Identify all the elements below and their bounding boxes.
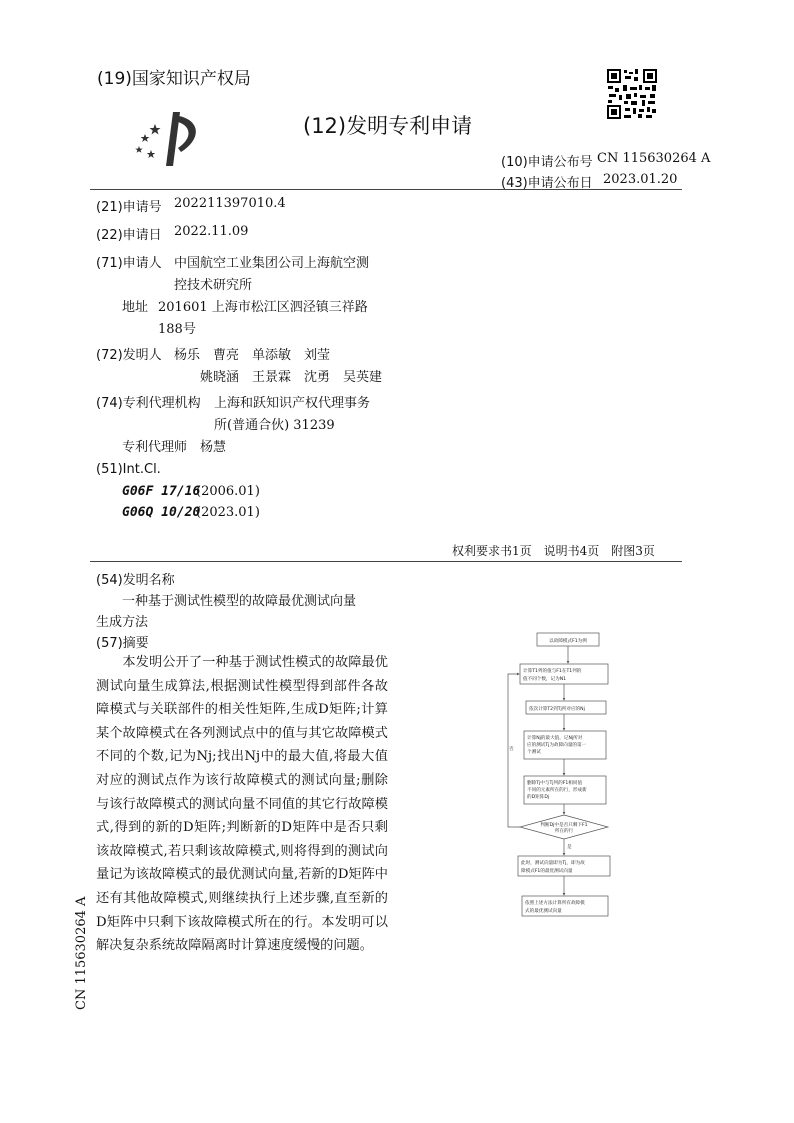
abstract-text: 本发明公开了一种基于测试性模式的故障最优测试向量生成算法,根据测试性模型得到部件各故障模式与关联部件的相关性矩阵,生成D矩阵;计算某个故障模式在各列测试点中的值与其它故障模式不同的个数,记为Nj;找出Nj中的最大值,将最大值对应的测试点作为该行故障模式的测试向量;删除与该行故障模式的测试向量不同值的其它行故障模式,得到的新的D矩阵;判断新的D矩阵中是否只剩该故障模式,若只剩该故障模式,则将得到的测试向量记为该故障模式的最优测试向量,若新的D矩阵中还有其他故障模式,则继续执行上述步骤,直至新的D矩阵中只剩下该故障模式所在的行。本发明可以解决复杂系统故障隔离时计算速度缓慢的问题。 [96, 655, 388, 954]
publication-number-label: (10)申请公布号 [501, 155, 593, 170]
publication-number: CN 115630264 A [597, 151, 711, 166]
publication-date-label: (43)申请公布日 [501, 176, 593, 191]
application-date: 2022.11.09 [174, 224, 249, 239]
application-date-label: (22)申请日 [96, 228, 162, 243]
agency-line-1: 上海和跃知识产权代理事务 [214, 396, 371, 411]
application-number-label: (21)申请号 [96, 200, 162, 215]
flowchart-step-result-line-1: 此时，测试向量即为Tj，即为故 [521, 861, 585, 866]
address-line-1: 201601 上海市松江区泗泾镇三祥路 [158, 300, 368, 315]
office-name: (19)国家知识产权局 [97, 69, 251, 89]
flowchart-step-max-nj-line-1: 计算Nj的最大值，记Nj所对 [527, 736, 583, 741]
abstract-flowchart [500, 630, 620, 936]
agency-line-2: 所(普通合伙) 31239 [214, 418, 335, 433]
ipc-code-1: G06F 17/16 [122, 484, 201, 499]
inventor-label: (72)发明人 [96, 348, 162, 363]
flowchart-step-compute-n1-line-2: 值不同个数，记为N1 [523, 677, 567, 682]
abstract-body [96, 651, 388, 958]
cnipa-logo-icon [133, 110, 207, 172]
invention-title-line-2: 生成方法 [96, 615, 149, 630]
flowchart-step-delete-rows-line-3: 的D矩阵Dj [527, 795, 550, 800]
flowchart-step-all-modes-line-1: 依照上述方法计算所有故障模 [525, 901, 585, 906]
applicant-line-2: 控技术研究所 [174, 278, 253, 293]
publication-date: 2023.01.20 [603, 172, 678, 187]
inventor-line-1: 杨乐 曹亮 单添敏 刘莹 [174, 348, 331, 363]
inventor-line-2: 姚晓涵 王景霖 沈勇 吴英建 [200, 370, 383, 385]
invention-title-label: (54)发明名称 [96, 573, 175, 588]
document-type: (12)发明专利申请 [303, 114, 473, 138]
applicant-line-1: 中国航空工业集团公司上海航空测 [174, 256, 370, 271]
agent-name: 杨慧 [200, 440, 227, 455]
ipc-date-2: (2023.01) [196, 505, 260, 520]
flowchart-step-compute-n1-line-1: 计算T1列的值与F1在T1列的 [523, 669, 582, 674]
qr-code-icon [606, 68, 658, 124]
agent-label: 专利代理师 [122, 440, 188, 455]
flowchart-start-text: 以故障模式F1为例 [549, 639, 587, 644]
ipc-code-2: G06Q 10/20 [122, 505, 201, 520]
abstract-label: (57)摘要 [96, 636, 149, 651]
flowchart-step-delete-rows-line-1: 删除Tj中与Tj列的F1相同值 [527, 781, 583, 786]
flowchart-step-max-nj-line-2: 应的测试Tj为故障向量的第一 [527, 743, 587, 748]
flowchart-step-max-nj-line-3: 个测试 [527, 750, 541, 755]
flowchart-decision-line-1: 判断Dj中是否只剩下F1 [540, 823, 588, 828]
flowchart-no-label: 否 [509, 747, 514, 752]
flowchart-step-compute-nj-text: 依次计算T2到Tj所对应的Nj [529, 707, 585, 712]
address-line-2: 188号 [158, 322, 196, 337]
flowchart-yes-label: 是 [567, 845, 572, 850]
int-cl-label: (51)Int.Cl. [96, 462, 161, 477]
application-number: 202211397010.4 [174, 196, 286, 211]
flowchart-step-delete-rows-line-2: 不同的元素所在的行，形成新 [527, 788, 587, 793]
agency-label: (74)专利代理机构 [96, 396, 201, 411]
page-count-info: 权利要求书1页 说明书4页 附图3页 [452, 544, 655, 558]
invention-title-line-1: 一种基于测试性模型的故障最优测试向量 [122, 594, 357, 609]
address-label: 地址 [122, 300, 149, 315]
flowchart-step-result-line-2: 障模式F1的最优测试向量 [521, 869, 573, 874]
side-publication-number: CN 115630264 A [74, 896, 89, 1010]
applicant-label: (71)申请人 [96, 256, 162, 271]
ipc-date-1: (2006.01) [196, 484, 260, 499]
section-divider [90, 561, 682, 562]
flowchart-decision-line-2: 所在的行 [554, 829, 574, 834]
flowchart-step-all-modes-line-2: 式的最优测试向量 [525, 909, 562, 914]
header-divider [90, 189, 682, 190]
